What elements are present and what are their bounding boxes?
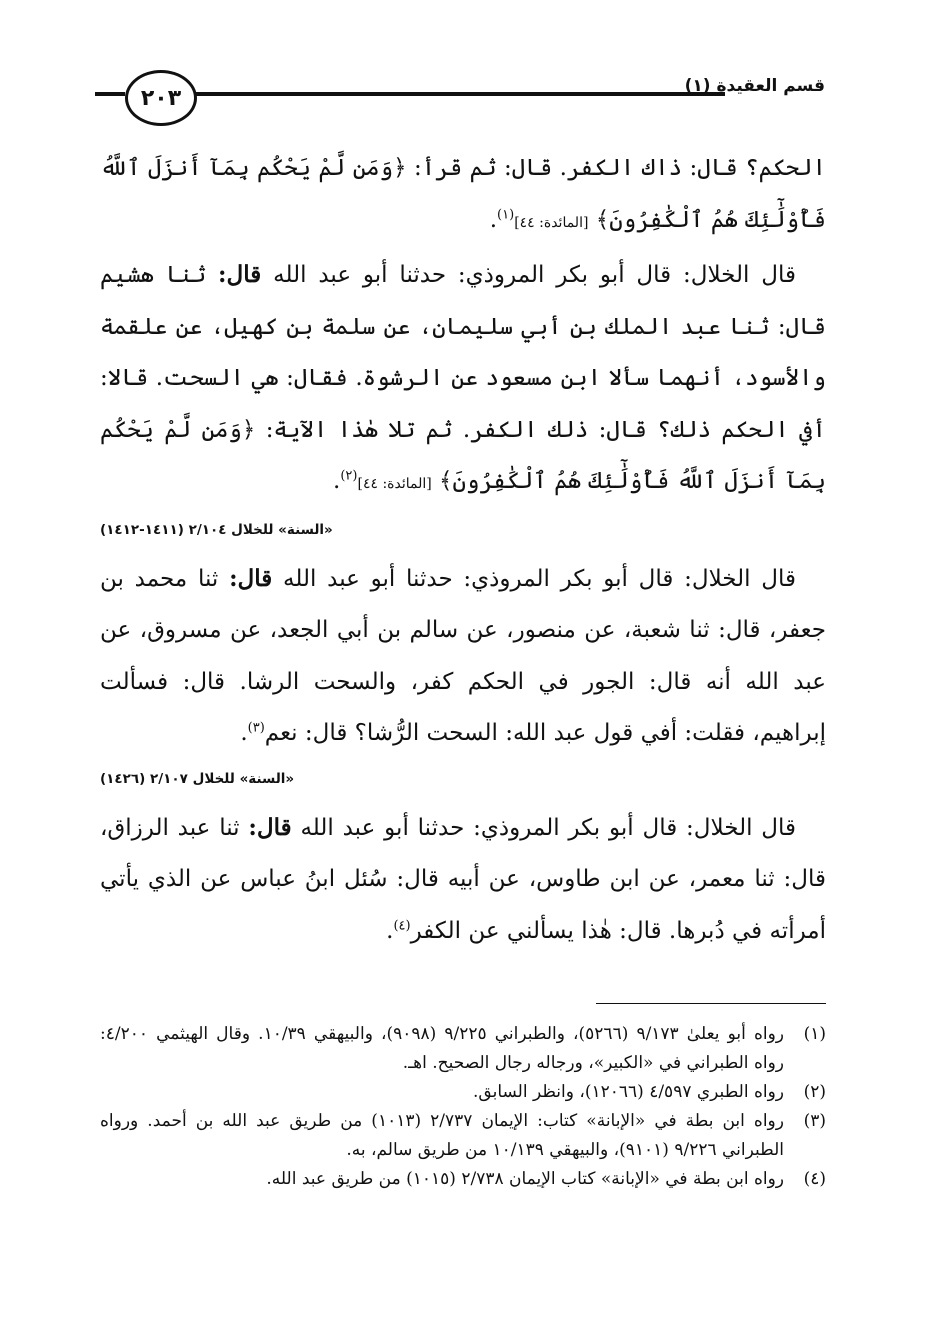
footnote-marker[interactable]: (٢) — [340, 468, 358, 484]
main-text — [100, 143, 826, 957]
footnote-item — [100, 1107, 826, 1165]
footnote-text: رواه ابن بطة في «الإبانة» كتاب: الإيمان ٢/٧٣٧ (١٠١٣) من طريق عبد الله بن أحمد. ورواه الطبراني ٩/٢٢٦ (٩١٠١)، والبيهقي ١٠/١٣٩ من طريق سالم، به. — [100, 1111, 784, 1160]
paragraph-text: ثنا هشيم قال: ثنا عبد الملك بن أبي سليمان، عن سلمة بن كهيل، عن علقمة والأسود، أنهما سألا ابن مسعود عن الرشوة. فقال: هي السحت. قالا: أفي الحكم ذلك؟ قال: ذلك الكفر. ثم تلا هٰذا الآية: — [100, 262, 826, 443]
bold-keyword: قال: — [229, 564, 273, 592]
footnotes — [100, 1020, 826, 1194]
paragraph-1 — [100, 143, 826, 249]
paragraph-end: . — [489, 206, 498, 233]
paragraph-text: الحكم؟ قال: ذاك الكفر. قال: ثم قرأ: — [406, 155, 826, 181]
footnote-item — [100, 1165, 826, 1194]
paragraph-2 — [100, 249, 826, 511]
footnote-marker[interactable]: (١) — [497, 206, 515, 222]
footnote-marker[interactable]: (٤) — [393, 917, 411, 933]
paragraph-end: . — [240, 720, 248, 746]
footnote-text: رواه أبو يعلىٰ ٩/١٧٣ (٥٢٦٦)، والطبراني ٩/٢٢٥ (٩٠٩٨)، والبيهقي ١٠/٣٩. وقال الهيثمي ٤/٢٠٠: رواه الطبراني في «الكبير»، ورجاله رجال الصحيح. اهـ. — [100, 1024, 785, 1073]
sura-reference: [المائدة: ٤٤] — [514, 214, 589, 231]
footnote-number: (٤) — [803, 1169, 826, 1189]
paragraph-end: . — [386, 917, 394, 944]
paragraph-text: قال الخلال: قال أبو بكر المروذي: حدثنا أبو عبد الله — [261, 262, 796, 288]
footnote-marker[interactable]: (٣) — [247, 720, 265, 736]
sura-reference: [المائدة: ٤٤] — [357, 476, 432, 492]
footnote-text: رواه الطبري ٤/٥٩٧ (١٢٠٦٦)، وانظر السابق. — [473, 1082, 784, 1102]
footnote-number: (٢) — [803, 1082, 826, 1102]
quran-verse: ﴿وَمَن لَّمْ يَحْكُم بِمَآ أَنزَلَ ٱللَّهُ فَأُوْلَٰٓئِكَ هُمُ ٱلْكَٰفِرُونَ﴾ — [100, 416, 826, 494]
header-rule-left — [95, 92, 125, 96]
source-citation: «السنة» للخلال ٢/١٠٤ (١٤١١-١٤١٢) — [100, 521, 333, 538]
header-rule-right — [195, 92, 725, 96]
paragraph-3 — [100, 553, 826, 760]
page-header — [95, 70, 825, 126]
running-title: قسم العقيدة (١) — [684, 76, 825, 96]
footnote-separator — [596, 1003, 826, 1004]
footnote-item — [100, 1020, 826, 1078]
page-number: ٢٠٣ — [125, 70, 197, 126]
source-citation: «السنة» للخلال ٢/١٠٧ (١٤٢٦) — [100, 770, 295, 787]
paragraph-text: ثنا عبد الرزاق، قال: ثنا معمر، عن ابن طاوس، عن أبيه قال: سُئل ابنُ عباس عن الذي يأتي أمرأته في دُبرها. قال: هٰذا يسألني عن الكفر — [100, 814, 826, 944]
footnote-item — [100, 1078, 826, 1107]
bold-keyword: قال: — [248, 813, 292, 841]
paragraph-end: . — [333, 468, 341, 494]
footnote-number: (١) — [803, 1024, 826, 1044]
paragraph-4 — [100, 802, 826, 958]
footnote-text: رواه ابن بطة في «الإبانة» كتاب الإيمان ٢/٧٣٨ (١٠١٥) من طريق عبد الله. — [266, 1169, 784, 1189]
quran-verse: ﴿وَمَن لَّمْ يَحْكُم بِمَآ أَنزَلَ ٱللَّهُ فَأُوْلَٰٓئِكَ هُمُ ٱلْكَٰفِرُونَ﴾ — [100, 155, 826, 233]
bold-keyword: قال: — [218, 261, 262, 288]
footnote-number: (٣) — [803, 1111, 826, 1131]
paragraph-text: قال الخلال: قال أبو بكر المروذي: حدثنا أبو عبد الله — [291, 814, 797, 841]
paragraph-text: قال الخلال: قال أبو بكر المروذي: حدثنا أبو عبد الله — [272, 565, 797, 592]
paragraph-text: ثنا محمد بن جعفر، قال: ثنا شعبة، عن منصور، عن سالم بن أبي الجعد، عن مسروق، عن عبد الله أنه قال: الجور في الحكم كفر، والسحت الرشا. قال: فسألت إبراهيم، فقلت: أفي قول عبد الله: السحت الرُّشا؟ قال: نعم — [100, 565, 826, 746]
